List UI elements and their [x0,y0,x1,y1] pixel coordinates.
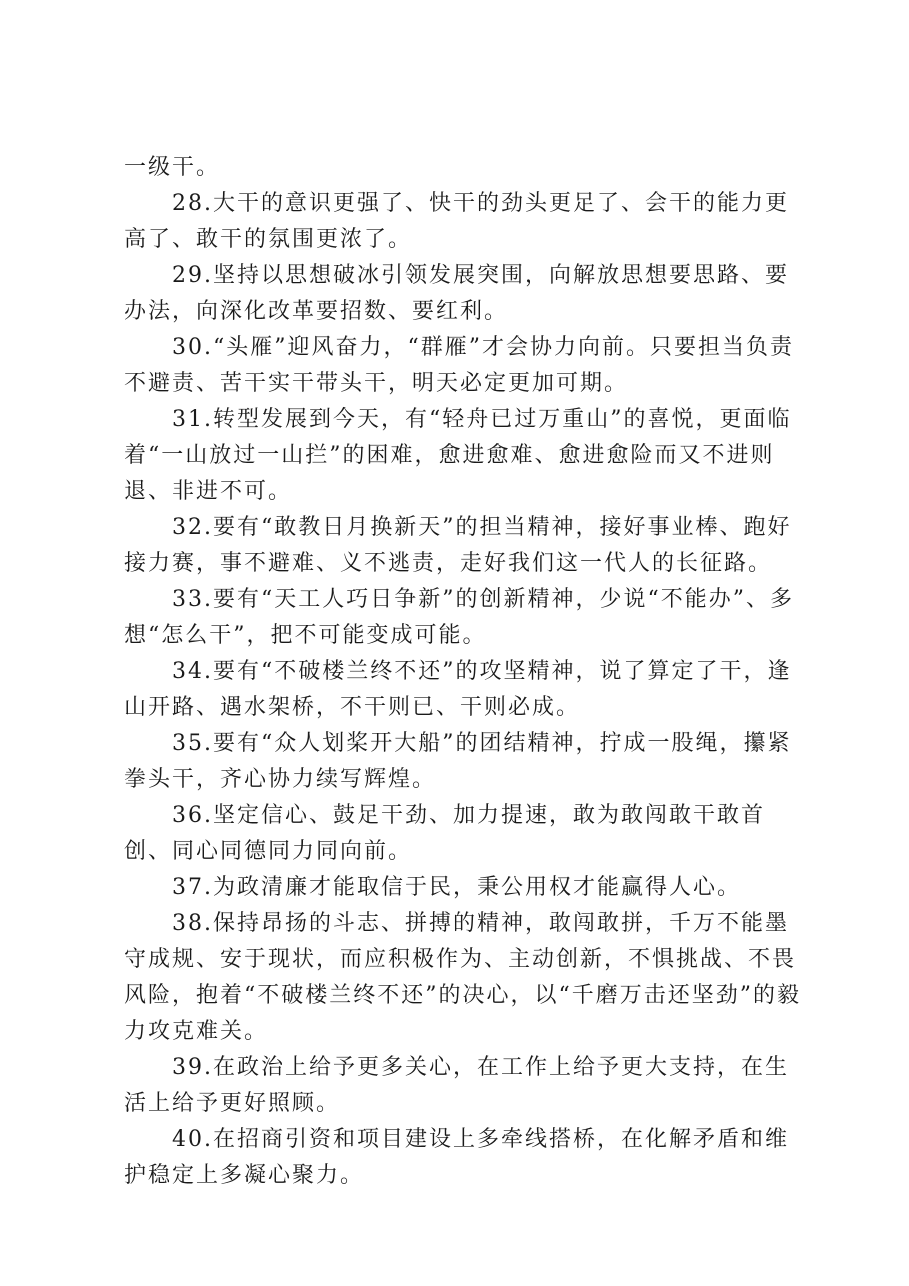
list-item-36: 36.坚定信心、鼓足干劲、加力提速，敢为敢闯敢干敢首创、同心同德同力同向前。 [124,803,765,864]
list-item-31: 31.转型发展到今天，有“轻舟已过万重山”的喜悦，更面临着“一山放过一山拦”的困难，愈进愈难、愈进愈险而又不进则退、非进不可。 [124,407,792,504]
list-item-34: 34.要有“不破楼兰终不还”的攻坚精神，说了算定了干，逢山开路、遇水架桥，不干则已、干则必成。 [124,659,792,720]
list-item-29: 29.坚持以思想破冰引领发展突围，向解放思想要思路、要办法，向深化改革要招数、要红利。 [124,263,789,324]
continuation-paragraph: 一级干。 [124,155,221,180]
list-item-39: 39.在政治上给予更多关心，在工作上给予更大支持，在生活上给予更好照顾。 [124,1055,789,1116]
list-item-38: 38.保持昂扬的斗志、拼搏的精神，敢闯敢拼，千万不能墨守成规、安于现状，而应积极作为、主动创新，不惧挑战、不畏风险，抱着“不破楼兰终不还”的决心，以“千磨万击还坚劲”的毅力攻克难关。 [124,911,801,1044]
list-item-33: 33.要有“天工人巧日争新”的创新精神，少说“不能办”、多想“怎么干”，把不可能变成可能。 [124,587,794,648]
list-item-35: 35.要有“众人划桨开大船”的团结精神，拧成一股绳，攥紧拳头干，齐心协力续写辉煌。 [124,731,792,792]
list-item-32: 32.要有“敢教日月换新天”的担当精神，接好事业棒、跑好接力赛，事不避难、义不逃责，走好我们这一代人的长征路。 [124,515,792,576]
list-item-30: 30.“头雁”迎风奋力，“群雁”才会协力向前。只要担当负责不避责、苦干实干带头干，明天必定更加可期。 [124,335,794,396]
list-item-37: 37.为政清廉才能取信于民，秉公用权才能赢得人心。 [172,875,741,900]
document-body [124,150,804,1194]
list-item-40: 40.在招商引资和项目建设上多牵线搭桥，在化解矛盾和维护稳定上多凝心聚力。 [124,1127,789,1188]
list-item-28: 28.大干的意识更强了、快干的劲头更足了、会干的能力更高了、敢干的氛围更浓了。 [124,191,789,252]
